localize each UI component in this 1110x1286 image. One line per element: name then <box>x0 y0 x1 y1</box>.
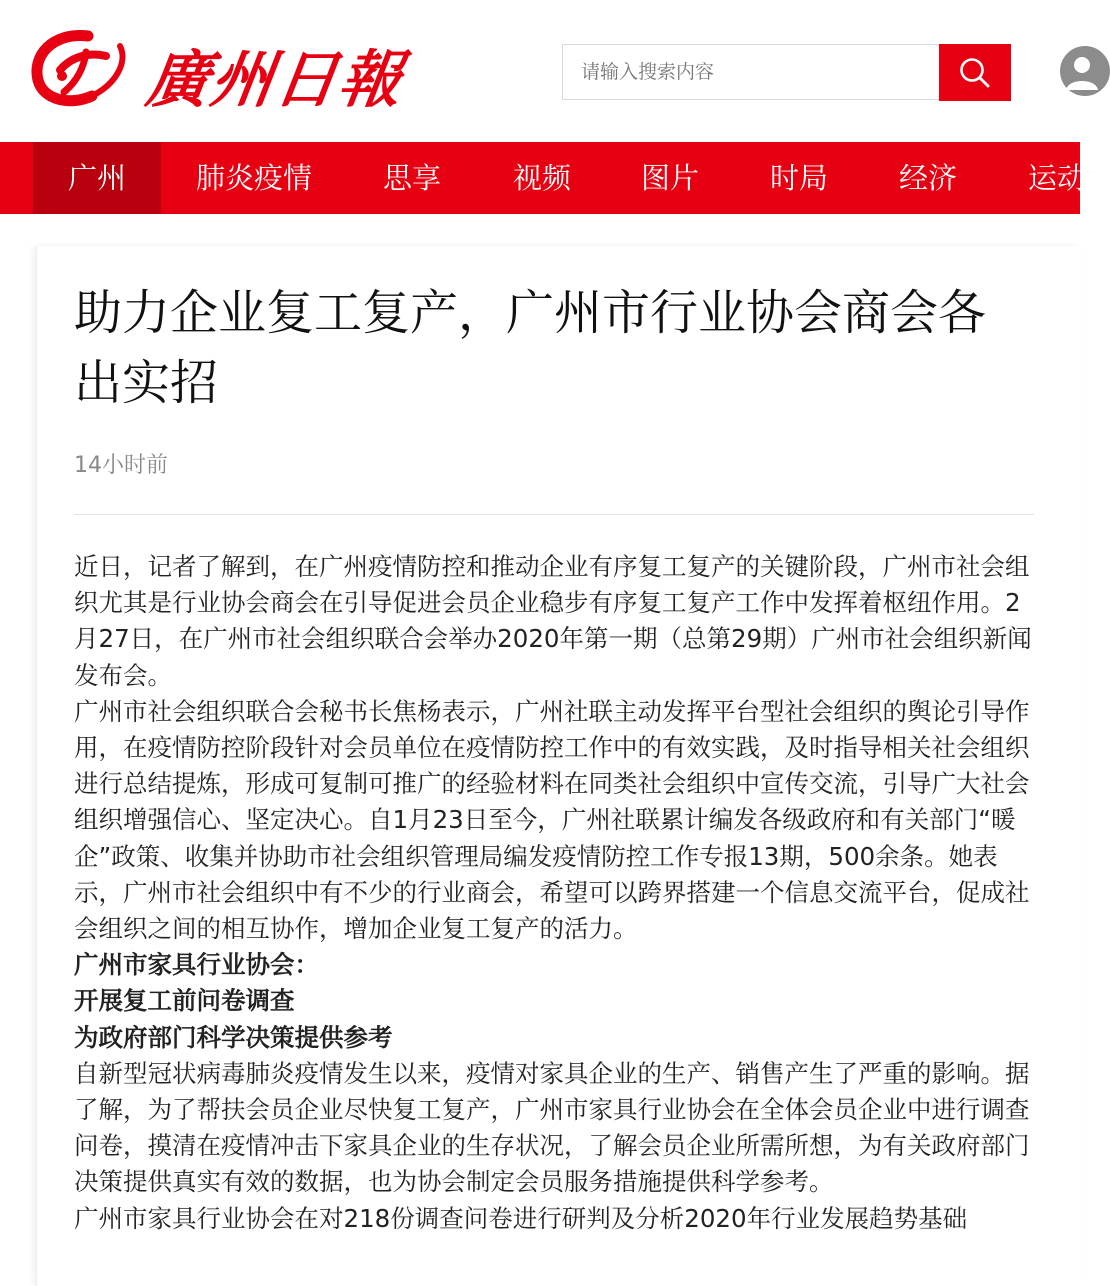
logo-text: 廣州日報 <box>142 43 409 116</box>
publish-time: 14小时前 <box>74 453 168 478</box>
site-header <box>0 0 1080 142</box>
nav-item-sports[interactable]: 运动 <box>1027 161 1086 195</box>
search-icon <box>957 55 993 91</box>
site-logo[interactable] <box>30 26 409 116</box>
search-box <box>562 44 940 100</box>
logo-emblem-icon <box>30 26 142 110</box>
nav-item-epidemic[interactable]: 肺炎疫情 <box>195 161 312 195</box>
section-heading: 广州市家具行业协会： <box>74 950 319 980</box>
nav-item-current-affairs[interactable]: 时局 <box>769 161 828 195</box>
nav-item-opinion[interactable]: 思享 <box>382 161 441 195</box>
nav-item-photos[interactable]: 图片 <box>640 161 699 195</box>
person-silhouette-icon <box>1060 46 1110 96</box>
title-divider <box>74 514 1034 515</box>
search-input[interactable] <box>563 45 940 99</box>
article-body <box>74 549 1034 1237</box>
nav-item-video[interactable]: 视频 <box>512 161 571 195</box>
section-heading: 开展复工前问卷调查 <box>74 986 295 1016</box>
nav-item-guangzhou[interactable]: 广州 <box>33 142 161 214</box>
main-nav <box>0 142 1086 214</box>
article-paragraph: 自新型冠状病毒肺炎疫情发生以来，疫情对家具企业的生产、销售产生了严重的影响。据了解，为了帮扶会员企业尽快复工复产，广州市家具行业协会在全体会员企业中进行调查问卷，摸清在疫情冲击下家具企业的生存状况，了解会员企业所需所想，为有关政府部门决策提供真实有效的数据，也为协会制定会员服务措施提供科学参考。 <box>74 1058 1030 1197</box>
article-title: 助力企业复工复产，广州市行业协会商会各出实招 <box>74 285 987 411</box>
search-button[interactable] <box>939 44 1011 101</box>
article-paragraph: 广州市社会组织联合会秘书长焦杨表示，广州社联主动发挥平台型社会组织的舆论引导作用，在疫情防控阶段针对会员单位在疫情防控工作中的有效实践，及时指导相关社会组织进行总结提炼，形成可复制可推广的经验材料在同类社会组织中宣传交流，引导广大社会组织增强信心、坚定决心。自1月23日至今，广州社联累计编发各级政府和有关部门“暖企”政策、收集并协助市社会组织管理局编发疫情防控工作专报13期，500余条。她表示，广州市社会组织中有不少的行业商会，希望可以跨界搭建一个信息交流平台，促成社会组织之间的相互协作，增加企业复工复产的活力。 <box>74 696 1030 944</box>
nav-item-economy[interactable]: 经济 <box>898 161 957 195</box>
article-paragraph: 近日，记者了解到，在广州疫情防控和推动企业有序复工复产的关键阶段，广州市社会组织尤其是行业协会商会在引导促进会员企业稳步有序复工复产工作中发挥着枢纽作用。2月27日，在广州市社会组织联合会举办2020年第一期（总第29期）广州市社会组织新闻发布会。 <box>74 552 1032 690</box>
user-avatar-icon[interactable] <box>1060 46 1110 96</box>
article-paragraph: 广州市家具行业协会在对218份调查问卷进行研判及分析2020年行业发展趋势基础 <box>74 1203 968 1233</box>
section-heading: 为政府部门科学决策提供参考 <box>74 1022 393 1052</box>
